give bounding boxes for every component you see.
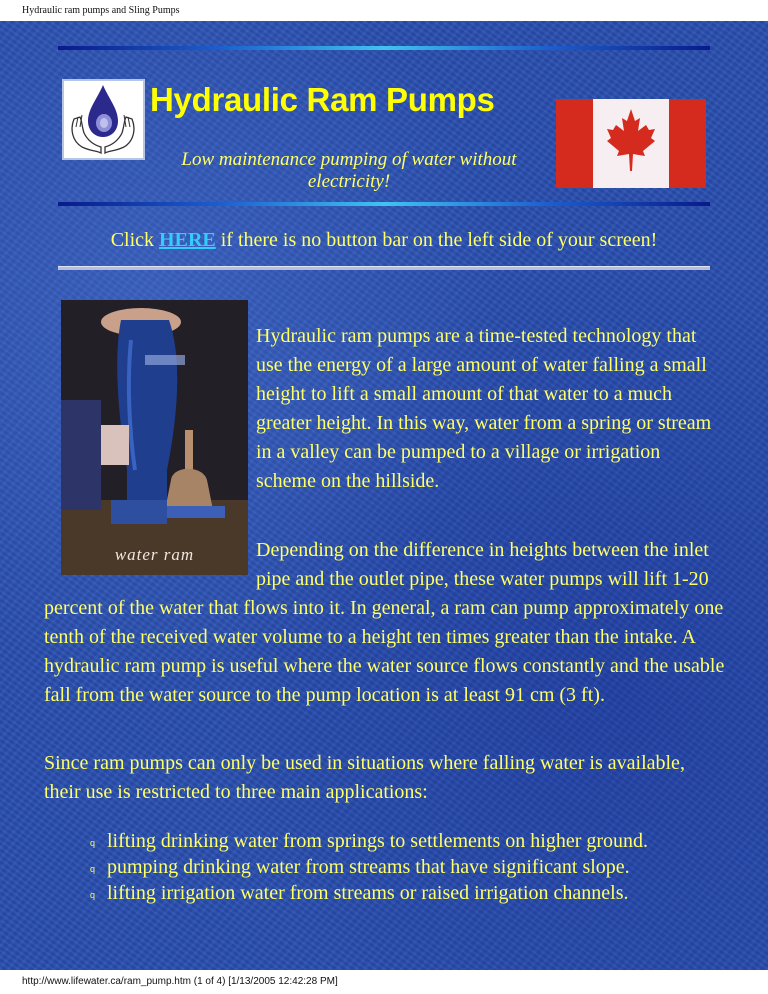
pdf-page-footer [0, 970, 768, 994]
list-item-text: pumping drinking water from streams that have significant slope. [107, 856, 630, 878]
page-title: Hydraulic Ram Pumps [150, 81, 495, 118]
applications-intro-paragraph: Since ram pumps can only be used in situations where falling water is available, their use is restricted to three main applications: [44, 752, 685, 803]
bullet-icon: q [90, 838, 96, 848]
heights-paragraph: Depending on the difference in heights between the inlet pipe and the outlet pipe, these water pumps will lift 1-20 percent of the water that flows into it. In general, a ram can pump approximately one tenth of the received water volume to a height ten times greater than the intake. A hydraulic ram pump is useful where the water source flows constantly and the usable fall from the water source to the pump location is at least 91 cm (3 ft). [44, 539, 725, 706]
intro-paragraph: Hydraulic ram pumps are a time-tested technology that use the energy of a large amount of water falling a small height to lift a small amount of that water to a much greater height. In this way, water from a spring or stream in a valley can be pumped to a village or irrigation scheme on the hillside. [256, 325, 712, 492]
pdf-page-header [0, 0, 768, 21]
applications-list [90, 828, 740, 906]
list-item-text: lifting drinking water from springs to settlements on higher ground. [107, 830, 649, 852]
top-gradient-rule [58, 46, 710, 50]
list-item [90, 828, 740, 854]
pdf-footer-url: http://www.lifewater.ca/ram_pump.htm (1 of 4) [1/13/2005 12:42:28 PM] [22, 976, 338, 987]
canada-flag-icon [556, 99, 706, 188]
list-item-text: lifting irrigation water from streams or raised irrigation channels. [107, 882, 629, 904]
nav-notice-suffix: if there is no button bar on the left side of your screen! [215, 229, 658, 251]
pdf-header-title: Hydraulic ram pumps and Sling Pumps [22, 5, 180, 16]
bullet-icon: q [90, 864, 96, 874]
photo-caption: water ram [114, 545, 195, 564]
list-item [90, 854, 740, 880]
water-ram-photo [61, 300, 248, 575]
web-page [0, 21, 768, 970]
here-link[interactable]: HERE [159, 229, 216, 251]
page-subtitle: Low maintenance pumping of water without electricity! [181, 149, 517, 192]
horizontal-rule [58, 266, 710, 270]
list-item [90, 880, 740, 906]
nav-notice [0, 229, 768, 252]
nav-notice-prefix: Click [110, 229, 160, 251]
bottom-gradient-rule [58, 202, 710, 206]
bullet-icon: q [90, 890, 96, 900]
water-drop-in-hands-icon [62, 79, 145, 160]
paragraph-2-container [44, 536, 744, 710]
